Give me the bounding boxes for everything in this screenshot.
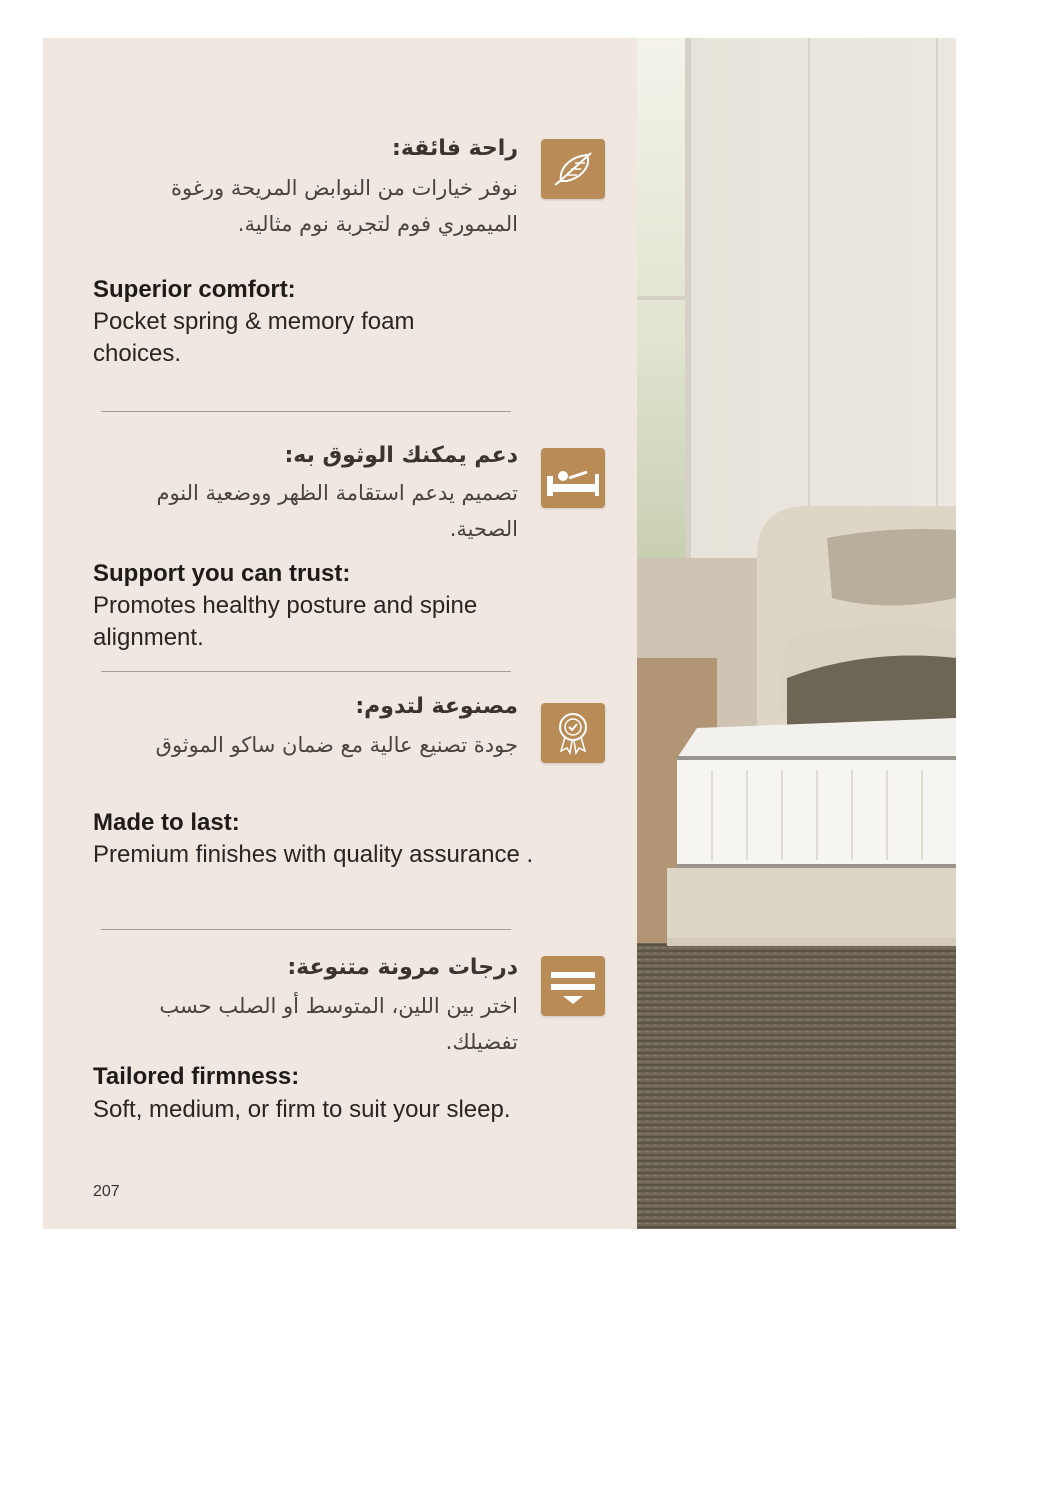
feature-4-ar-title: درجات مرونة متنوعة:: [287, 955, 518, 980]
catalog-page: [43, 38, 956, 1229]
bed-support-icon: [541, 448, 605, 508]
feature-2-en-body: Promotes healthy posture and spine alignment.: [93, 592, 478, 651]
feature-3-ar-title: مصنوعة لتدوم:: [355, 694, 518, 719]
feature-2-ar-body: تصميم يدعم استقامة الظهر ووضعية النوم الصحية.: [156, 481, 518, 541]
feature-1-ar-body: نوفر خيارات من النوابض المريحة ورغوة الميموري فوم لتجربة نوم مثالية.: [171, 176, 518, 236]
feature-3-en-body: Premium finishes with quality assurance .: [93, 841, 534, 868]
bedroom-photo: [637, 38, 956, 1229]
feature-1-en-title: Superior comfort:: [93, 276, 296, 303]
feature-1-en-body: Pocket spring & memory foam choices.: [93, 308, 415, 367]
page-number: 207: [93, 1183, 120, 1200]
feature-1-ar-title: راحة فائقة:: [392, 136, 518, 161]
feature-2-ar-title: دعم يمكنك الوثوق به:: [284, 443, 518, 468]
feature-2-en-title: Support you can trust:: [93, 560, 351, 587]
quality-badge-icon: [541, 703, 605, 763]
divider: [101, 411, 511, 412]
divider: [101, 671, 511, 672]
feature-4-en-body: Soft, medium, or firm to suit your sleep.: [93, 1096, 511, 1123]
feature-4-ar-body: اختر بين اللين، المتوسط أو الصلب حسب تفضيلك.: [159, 994, 518, 1054]
feature-3-ar-body: جودة تصنيع عالية مع ضمان ساكو الموثوق: [155, 733, 518, 757]
feature-4-en-title: Tailored firmness:: [93, 1063, 300, 1090]
feature-3-en-title: Made to last:: [93, 809, 240, 836]
feather-icon: [541, 139, 605, 199]
firmness-layers-icon: [541, 956, 605, 1016]
divider: [101, 929, 511, 930]
